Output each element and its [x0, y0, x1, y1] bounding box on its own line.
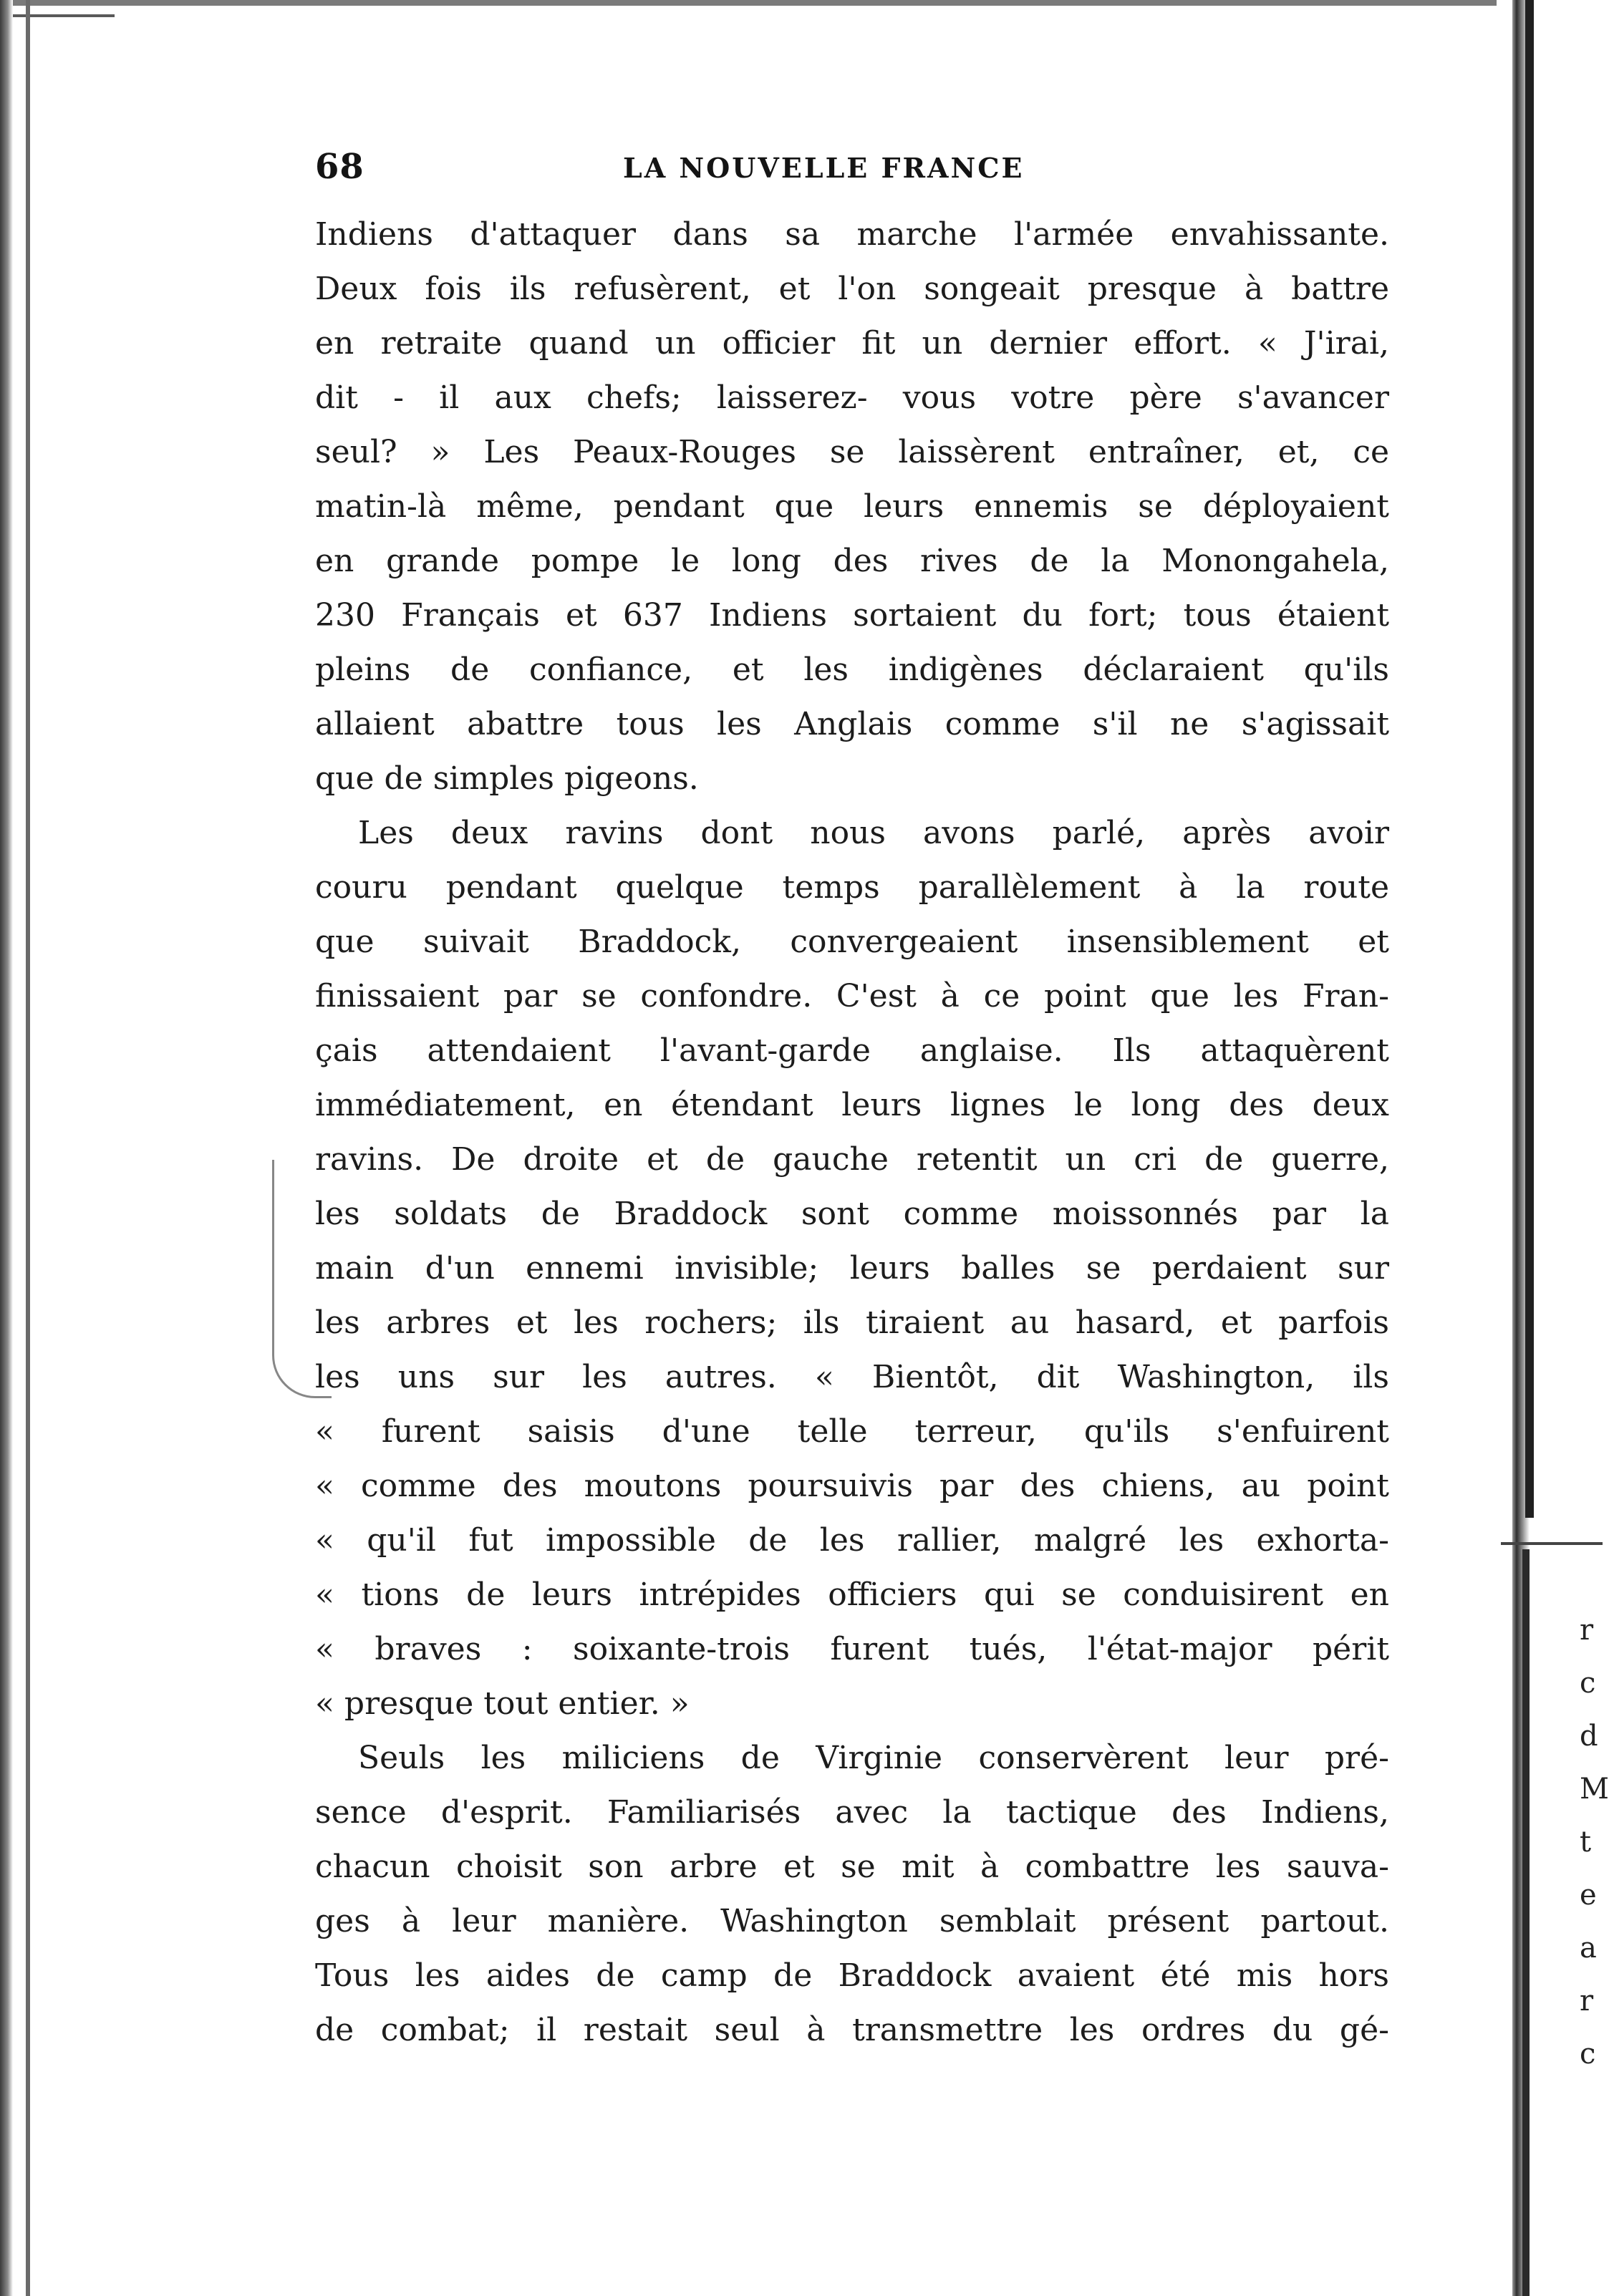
adjacent-fragment: d	[1580, 1720, 1598, 1753]
text-line: 230 Français et 637 Indiens sortaient du fort; tous étaient	[315, 597, 1389, 634]
text-line: sence d'esprit. Familiarisés avec la tactique des Indiens,	[315, 1794, 1389, 1831]
scan-left-edge	[0, 0, 13, 2296]
text-line: « tions de leurs intrépides officiers qui se conduisirent en	[315, 1576, 1389, 1613]
text-line: « comme des moutons poursuivis par des chiens, au point	[315, 1468, 1389, 1504]
text-line: les arbres et les rochers; ils tiraient au hasard, et parfois	[315, 1304, 1389, 1341]
adjacent-fragment: e	[1580, 1879, 1597, 1912]
text-line: pleins de confiance, et les indigènes déclaraient qu'ils	[315, 651, 1389, 688]
scan-top-border-mark	[0, 14, 115, 17]
text-line: Deux fois ils refusèrent, et l'on songeait presque à battre	[315, 271, 1389, 307]
text-line: Tous les aides de camp de Braddock avaient été mis hors	[315, 1957, 1389, 1994]
page-number: 68	[315, 147, 364, 187]
text-line: seul? » Les Peaux-Rouges se laissèrent entraîner, et, ce	[315, 434, 1389, 470]
text-line: couru pendant quelque temps parallèlement à la route	[315, 869, 1389, 906]
adjacent-fragment: M	[1580, 1773, 1609, 1806]
adjacent-fragment: c	[1580, 2038, 1596, 2070]
text-line: « presque tout entier. »	[315, 1685, 690, 1722]
adjacent-fragment: r	[1580, 1614, 1594, 1647]
text-line: chacun choisit son arbre et se mit à combattre les sauva-	[315, 1849, 1389, 1885]
text-line: dit - il aux chefs; laisserez- vous votre père s'avancer	[315, 379, 1389, 416]
text-line: ges à leur manière. Washington semblait présent partout.	[315, 1903, 1389, 1939]
adjacent-fragment: t	[1580, 1826, 1592, 1859]
running-title: LA NOUVELLE FRANCE	[623, 152, 1025, 184]
adjacent-fragment: r	[1580, 1985, 1594, 2018]
text-line: Les deux ravins dont nous avons parlé, après avoir	[358, 815, 1389, 851]
text-line: en grande pompe le long des rives de la Monongahela,	[315, 543, 1389, 579]
body-text	[315, 208, 1389, 2058]
text-line: que de simples pigeons.	[315, 760, 699, 797]
adjacent-fragment: a	[1580, 1932, 1597, 1965]
text-line: finissaient par se confondre. C'est à ce point que les Fran-	[315, 978, 1389, 1014]
text-line: « furent saisis d'une telle terreur, qu'ils s'enfuirent	[315, 1413, 1389, 1450]
text-line: çais attendaient l'avant-garde anglaise. Ils attaquèrent	[315, 1032, 1389, 1069]
scan-top-border	[0, 0, 1497, 6]
scan-right-rule	[1525, 0, 1534, 1518]
scan-right-rule-lower	[1522, 1549, 1530, 2296]
text-line: « qu'il fut impossible de les rallier, malgré les exhorta-	[315, 1522, 1389, 1559]
adjacent-fragment: c	[1580, 1667, 1596, 1700]
text-line: que suivait Braddock, convergeaient insensiblement et	[315, 924, 1389, 960]
text-line: ravins. De droite et de gauche retentit un cri de guerre,	[315, 1141, 1389, 1178]
text-line: « braves : soixante-trois furent tués, l'état-major périt	[315, 1631, 1389, 1667]
text-line: les soldats de Braddock sont comme moissonnés par la	[315, 1196, 1389, 1232]
text-line: main d'un ennemi invisible; leurs balles se perdaient sur	[315, 1250, 1389, 1287]
adjacent-page-fragments	[1580, 1604, 1609, 2081]
text-line: matin-là même, pendant que leurs ennemis se déployaient	[315, 488, 1389, 525]
text-line: les uns sur les autres. « Bientôt, dit Washington, ils	[315, 1359, 1389, 1395]
text-line: Seuls les miliciens de Virginie conservèrent leur pré-	[358, 1740, 1389, 1776]
text-line: allaient abattre tous les Anglais comme s'il ne s'agissait	[315, 706, 1389, 742]
scan-left-rule	[26, 0, 30, 2296]
text-line: de combat; il restait seul à transmettre les ordres du gé-	[315, 2012, 1389, 2048]
text-line: immédiatement, en étendant leurs lignes le long des deux	[315, 1087, 1389, 1123]
text-line: Indiens d'attaquer dans sa marche l'armée envahissante.	[315, 216, 1389, 253]
text-line: en retraite quand un officier fit un dernier effort. « J'irai,	[315, 325, 1389, 362]
scan-right-tick	[1501, 1542, 1603, 1545]
